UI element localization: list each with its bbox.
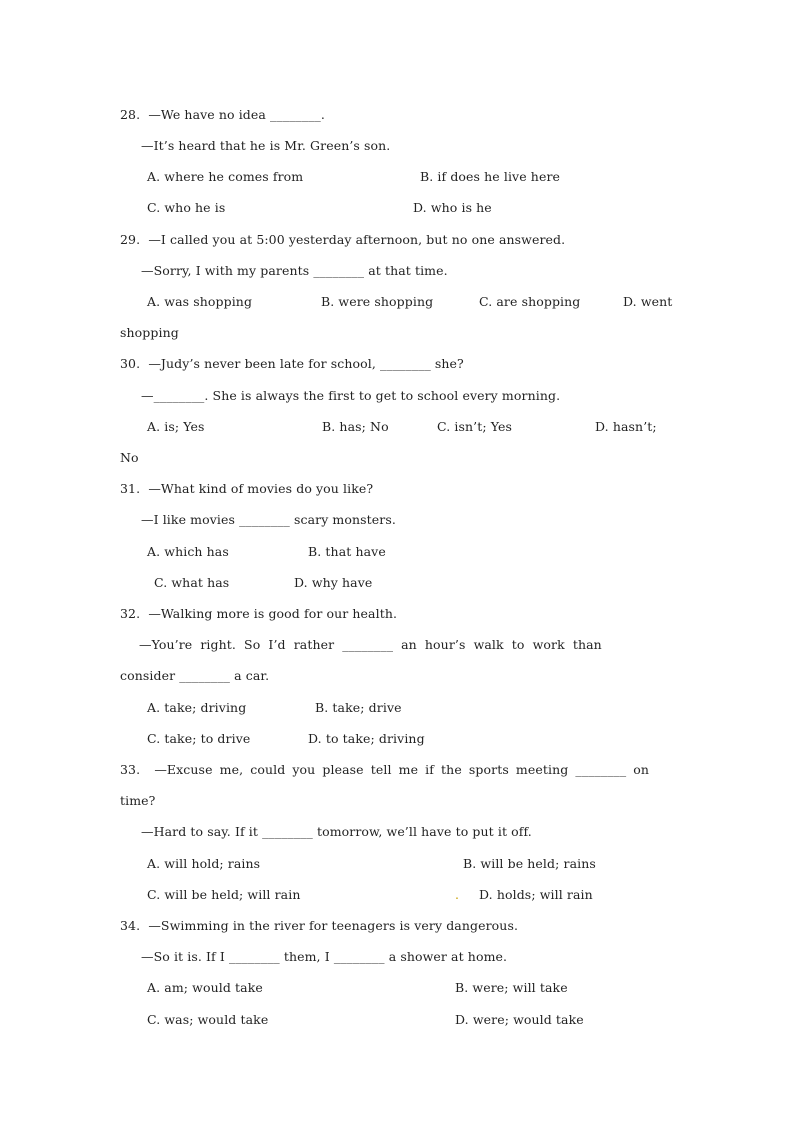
question-30-option-d-wrap: No — [120, 450, 139, 465]
question-34-reply: —So it is. If I ________ them, I ________ a shower at home. — [141, 949, 508, 964]
question-28-option-b: B. if does he live here — [420, 169, 561, 184]
question-32-option-d: D. to take; driving — [308, 731, 425, 746]
question-34-option-b: B. were; will take — [455, 980, 568, 995]
stray-dot-mark: . — [455, 887, 460, 902]
question-34-option-d: D. were; would take — [455, 1012, 584, 1027]
question-33-option-c: C. will be held; will rain — [147, 887, 301, 902]
question-29-option-c: C. are shopping — [479, 294, 581, 309]
question-30-reply: —________. She is always the first to get to school every morning. — [141, 388, 561, 403]
question-31-option-d: D. why have — [294, 575, 373, 590]
question-33-stem: 33. —Excuse me, could you please tell me if the sports meeting ________ on — [120, 762, 650, 777]
question-30-option-c: C. isn’t; Yes — [437, 419, 512, 434]
question-32-reply-wrap: consider ________ a car. — [120, 668, 270, 683]
question-29-stem: 29. —I called you at 5:00 yesterday afternoon, but no one answered. — [120, 232, 566, 247]
question-30-stem: 30. —Judy’s never been late for school, ________ she? — [120, 356, 464, 371]
question-28-stem: 28. —We have no idea ________. — [120, 107, 325, 122]
question-34-option-a: A. am; would take — [147, 980, 263, 995]
question-32-reply: —You’re right. So I’d rather ________ an hour’s walk to work than — [139, 637, 602, 652]
question-31-option-a: A. which has — [147, 544, 229, 559]
question-32-option-a: A. take; driving — [147, 700, 247, 715]
question-32-option-c: C. take; to drive — [147, 731, 251, 746]
question-33-stem-wrap: time? — [120, 793, 156, 808]
question-30-option-d: D. hasn’t; — [595, 419, 657, 434]
question-33-option-b: B. will be held; rains — [463, 856, 596, 871]
question-29-option-b: B. were shopping — [321, 294, 434, 309]
question-28-reply: —It’s heard that he is Mr. Green’s son. — [141, 138, 391, 153]
question-32-option-b: B. take; drive — [315, 700, 402, 715]
question-30-option-b: B. has; No — [322, 419, 389, 434]
question-28-option-a: A. where he comes from — [147, 169, 304, 184]
question-33-option-d: D. holds; will rain — [479, 887, 593, 902]
question-31-stem: 31. —What kind of movies do you like? — [120, 481, 374, 496]
question-34-stem: 34. —Swimming in the river for teenagers is very dangerous. — [120, 918, 519, 933]
question-29-option-d: D. went — [623, 294, 673, 309]
question-28-option-c: C. who he is — [147, 200, 226, 215]
question-31-option-b: B. that have — [308, 544, 386, 559]
question-31-reply: —I like movies ________ scary monsters. — [141, 512, 396, 527]
question-29-option-d-wrap: shopping — [120, 325, 179, 340]
question-33-reply: —Hard to say. If it ________ tomorrow, we’ll have to put it off. — [141, 824, 532, 839]
question-29-reply: —Sorry, I with my parents ________ at that time. — [141, 263, 448, 278]
question-33-option-a: A. will hold; rains — [147, 856, 261, 871]
question-31-option-c: C. what has — [154, 575, 230, 590]
question-29-option-a: A. was shopping — [147, 294, 253, 309]
question-30-option-a: A. is; Yes — [147, 419, 205, 434]
question-32-stem: 32. —Walking more is good for our health. — [120, 606, 398, 621]
question-34-option-c: C. was; would take — [147, 1012, 269, 1027]
question-28-option-d: D. who is he — [413, 200, 492, 215]
